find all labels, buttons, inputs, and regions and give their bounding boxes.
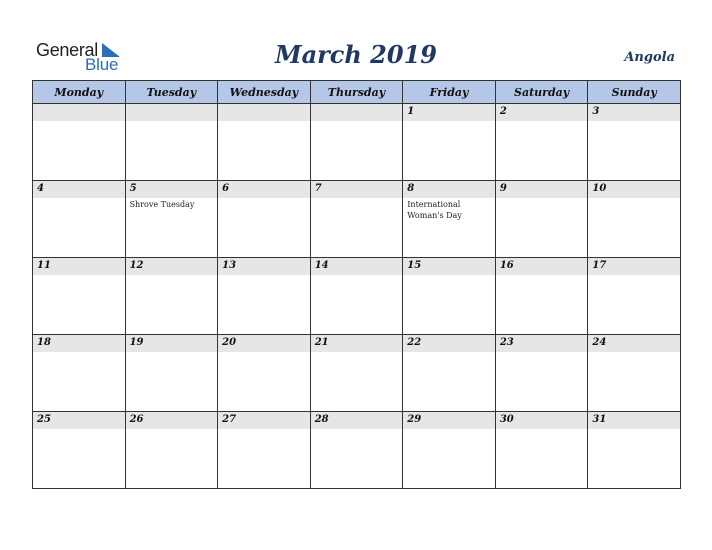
day-cell xyxy=(125,181,218,258)
holiday-event xyxy=(218,352,310,353)
day-number-bar xyxy=(218,335,310,352)
holiday-event xyxy=(496,275,588,276)
day-cell xyxy=(588,412,681,489)
day-cell xyxy=(588,335,681,412)
day-cell xyxy=(495,181,588,258)
holiday-event xyxy=(218,121,310,122)
day-number: 4 xyxy=(37,183,44,194)
day-number-bar xyxy=(588,181,680,198)
holiday-event: International Woman's Day xyxy=(407,200,462,220)
day-cell xyxy=(310,258,403,335)
day-number-bar xyxy=(588,258,680,275)
day-number-bar xyxy=(218,104,310,121)
day-cell xyxy=(495,335,588,412)
day-number-bar xyxy=(218,258,310,275)
holiday-event xyxy=(496,429,588,430)
day-cell xyxy=(403,258,496,335)
day-number: 18 xyxy=(37,337,51,348)
day-number-bar xyxy=(33,104,125,121)
day-number: 6 xyxy=(222,183,230,194)
day-cell xyxy=(218,258,311,335)
calendar-body xyxy=(33,104,681,489)
holiday-event xyxy=(218,429,310,430)
day-number-bar xyxy=(496,335,588,352)
holiday-event xyxy=(218,198,310,199)
weekday-header-row xyxy=(33,81,681,104)
day-cell xyxy=(495,104,588,181)
day-cell xyxy=(588,104,681,181)
day-number: 16 xyxy=(499,260,514,271)
day-number: 3 xyxy=(592,106,600,117)
day-number: 2 xyxy=(499,106,507,117)
calendar-grid xyxy=(32,80,681,489)
day-cell xyxy=(495,412,588,489)
day-number: 24 xyxy=(592,337,607,348)
holiday-event xyxy=(218,275,310,276)
day-cell xyxy=(218,104,311,181)
logo-blue-text: Blue xyxy=(85,55,119,74)
week-row xyxy=(33,335,681,412)
holiday-event xyxy=(403,121,495,122)
day-number-bar xyxy=(218,412,310,429)
holiday-event xyxy=(588,429,680,430)
holiday-event xyxy=(311,429,403,430)
day-number-bar xyxy=(311,335,403,352)
day-number-bar xyxy=(126,335,218,352)
day-number-bar xyxy=(33,412,125,429)
day-cell xyxy=(33,335,126,412)
day-number: 7 xyxy=(314,183,322,194)
holiday-event xyxy=(311,121,403,122)
page-title: March 2019 xyxy=(275,40,437,69)
holiday-event xyxy=(496,198,588,199)
holiday-event xyxy=(126,275,218,276)
day-number: 27 xyxy=(222,414,237,425)
day-number-bar xyxy=(496,258,588,275)
day-number: 29 xyxy=(407,414,422,425)
day-number-bar xyxy=(218,181,310,198)
day-number-bar xyxy=(496,412,588,429)
day-cell xyxy=(125,104,218,181)
day-number-bar xyxy=(126,412,218,429)
holiday-event xyxy=(126,352,218,353)
day-number-bar xyxy=(588,104,680,121)
day-number-bar xyxy=(33,258,125,275)
day-cell xyxy=(403,335,496,412)
day-number-bar xyxy=(588,412,680,429)
day-number-bar xyxy=(311,412,403,429)
weekday-header: Thursday xyxy=(310,81,403,104)
holiday-event xyxy=(403,275,495,276)
day-cell xyxy=(403,104,496,181)
day-number-bar xyxy=(403,335,495,352)
holiday-event xyxy=(496,121,588,122)
day-cell xyxy=(33,412,126,489)
day-number: 5 xyxy=(129,183,137,194)
day-cell xyxy=(495,258,588,335)
weekday-header: Sunday xyxy=(588,81,681,104)
week-row xyxy=(33,412,681,489)
weekday-header: Monday xyxy=(33,81,126,104)
day-number-bar xyxy=(311,104,403,121)
day-number-bar xyxy=(33,181,125,198)
day-cell xyxy=(310,181,403,258)
day-number-bar xyxy=(403,258,495,275)
day-number: 19 xyxy=(129,337,144,348)
day-cell xyxy=(403,412,496,489)
weekday-header: Saturday xyxy=(495,81,588,104)
day-number: 25 xyxy=(37,414,51,425)
holiday-event xyxy=(311,198,403,199)
holiday-event xyxy=(588,275,680,276)
day-cell xyxy=(33,181,126,258)
holiday-event xyxy=(403,429,495,430)
day-number: 20 xyxy=(222,337,237,348)
day-number-bar xyxy=(403,412,495,429)
day-cell xyxy=(588,258,681,335)
holiday-event xyxy=(33,198,125,199)
day-cell xyxy=(33,258,126,335)
country-label: Angola xyxy=(624,50,675,65)
day-number-bar xyxy=(496,104,588,121)
day-number: 14 xyxy=(314,260,329,271)
day-cell xyxy=(125,335,218,412)
weekday-header: Wednesday xyxy=(218,81,311,104)
day-cell xyxy=(218,335,311,412)
week-row xyxy=(33,258,681,335)
day-number: 13 xyxy=(222,260,237,271)
day-number-bar xyxy=(311,258,403,275)
day-number-bar xyxy=(33,335,125,352)
day-number-bar xyxy=(496,181,588,198)
day-cell xyxy=(310,335,403,412)
day-cell xyxy=(588,181,681,258)
day-number-bar xyxy=(403,104,495,121)
holiday-event xyxy=(33,121,125,122)
week-row xyxy=(33,104,681,181)
holiday-event: Shrove Tuesday xyxy=(129,200,195,209)
day-number-bar xyxy=(126,258,218,275)
week-row xyxy=(33,181,681,258)
weekday-header: Friday xyxy=(403,81,496,104)
day-number: 1 xyxy=(407,106,415,117)
day-number: 12 xyxy=(129,260,144,271)
holiday-event xyxy=(588,121,680,122)
holiday-event xyxy=(33,429,125,430)
holiday-event xyxy=(588,198,680,199)
holiday-event xyxy=(33,352,125,353)
day-number: 11 xyxy=(37,260,51,271)
day-number: 17 xyxy=(592,260,607,271)
day-number: 21 xyxy=(314,337,329,348)
day-number: 31 xyxy=(592,414,607,425)
holiday-event xyxy=(126,121,218,122)
weekday-header: Tuesday xyxy=(125,81,218,104)
day-number-bar xyxy=(403,181,495,198)
holiday-event xyxy=(403,352,495,353)
holiday-event xyxy=(33,275,125,276)
day-number-bar xyxy=(126,104,218,121)
day-number: 9 xyxy=(499,183,507,194)
day-number: 15 xyxy=(407,260,422,271)
day-number: 22 xyxy=(407,337,422,348)
day-cell xyxy=(218,412,311,489)
logo-general-text: General xyxy=(36,40,98,60)
day-cell xyxy=(218,181,311,258)
day-number: 26 xyxy=(129,414,144,425)
day-number: 23 xyxy=(499,337,514,348)
day-cell xyxy=(310,104,403,181)
holiday-event xyxy=(311,275,403,276)
holiday-event xyxy=(496,352,588,353)
day-cell xyxy=(125,412,218,489)
day-cell xyxy=(310,412,403,489)
day-number: 8 xyxy=(407,183,415,194)
day-number: 30 xyxy=(499,414,514,425)
day-number-bar xyxy=(126,181,218,198)
holiday-event xyxy=(588,352,680,353)
day-cell xyxy=(33,104,126,181)
day-cell xyxy=(125,258,218,335)
holiday-event xyxy=(126,429,218,430)
day-number: 28 xyxy=(314,414,329,425)
day-number: 10 xyxy=(592,183,607,194)
day-cell xyxy=(403,181,496,258)
day-number-bar xyxy=(588,335,680,352)
holiday-event xyxy=(311,352,403,353)
day-number-bar xyxy=(311,181,403,198)
